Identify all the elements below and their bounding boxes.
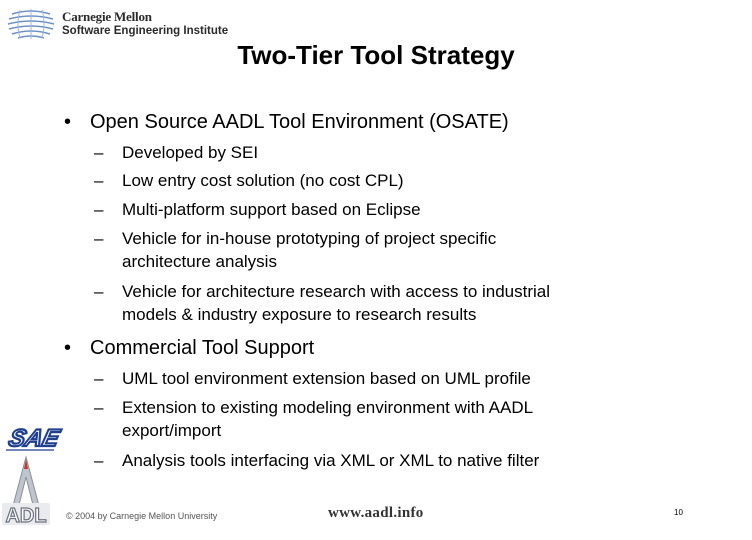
copyright-notice: © 2004 by Carnegie Mellon University [66, 511, 218, 521]
sub-item-text: Analysis tools interfacing via XML or XML to native filter [122, 451, 540, 470]
org-name: Carnegie Mellon [62, 9, 152, 24]
org-subname: Software Engineering Institute [62, 25, 229, 37]
sub-item-text: Multi-platform support based on Eclipse [122, 200, 421, 219]
dash-marker: – [94, 171, 104, 190]
dash-marker: – [94, 200, 104, 219]
page-number: 10 [674, 508, 683, 517]
sub-item-text: Vehicle for in-house prototyping of project specific [122, 229, 497, 248]
dash-marker: – [94, 451, 104, 470]
sub-item-text: UML tool environment extension based on UML profile [122, 369, 531, 388]
sub-item-text: architecture analysis [122, 252, 277, 271]
bullet-marker: • [64, 337, 72, 359]
adl-logo-text: ADL [5, 505, 47, 527]
sub-item-text: Developed by SEI [122, 143, 259, 162]
sae-logo-text: SAE [6, 425, 63, 452]
dash-marker: – [94, 229, 104, 248]
sub-item-text: Extension to existing modeling environment with AADL [122, 398, 534, 417]
sub-item-text: Vehicle for architecture research with access to industrial [122, 282, 551, 301]
sub-item-text: Low entry cost solution (no cost CPL) [122, 171, 404, 190]
dash-marker: – [94, 143, 104, 162]
site-url: www.aadl.info [328, 505, 424, 521]
slide-title: Two-Tier Tool Strategy [237, 40, 515, 70]
dash-marker: – [94, 282, 104, 301]
bullet-marker: • [64, 111, 72, 133]
adl-logo [0, 455, 52, 535]
globe-icon [8, 8, 54, 40]
dash-marker: – [94, 369, 104, 388]
sub-item-text: models & industry exposure to research results [122, 305, 477, 324]
bullet-heading: Commercial Tool Support [90, 337, 315, 359]
sub-item-text: export/import [122, 421, 222, 440]
sae-logo [4, 420, 63, 454]
bullet-heading: Open Source AADL Tool Environment (OSATE) [90, 111, 509, 133]
dash-marker: – [94, 398, 104, 417]
cmu-sei-logo [8, 6, 248, 42]
